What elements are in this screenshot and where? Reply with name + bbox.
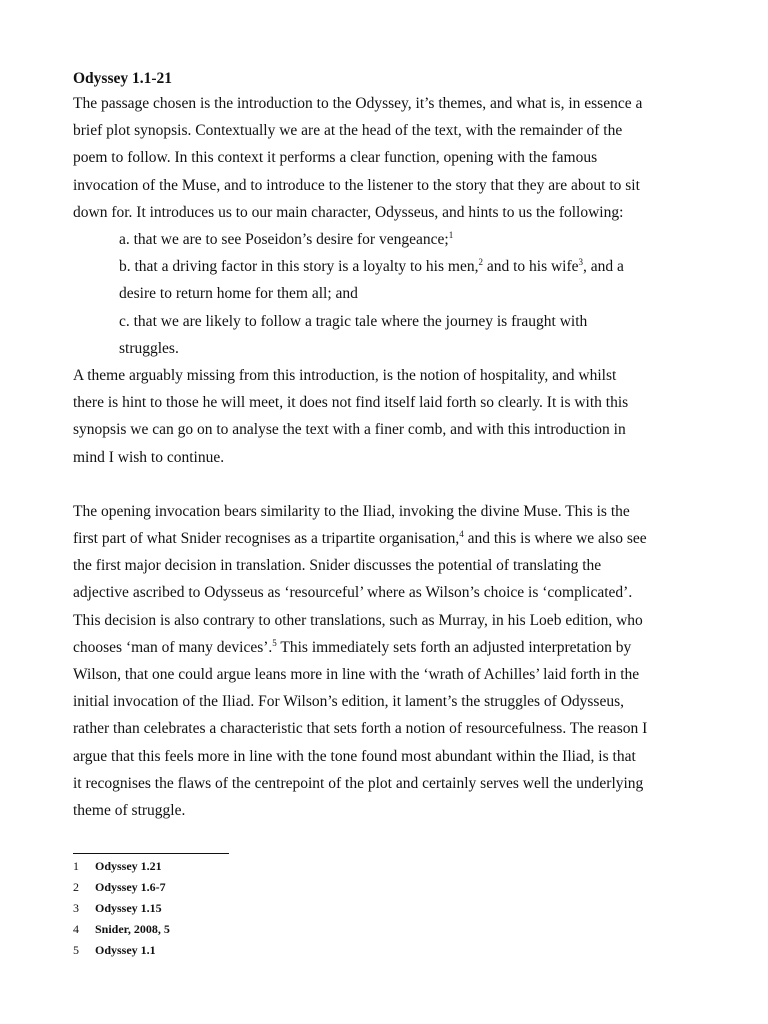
footnote-number: 3 [73,901,79,915]
list-item-c-continued: struggles. [119,339,179,357]
footnote-ref: 3 [578,257,584,268]
paragraph-line: adjective ascribed to Odysseus as ‘resourceful’ where as Wilson’s choice is ‘complicated’. [73,584,633,602]
footnote-item [73,877,473,898]
footnote-ref: 5 [272,637,277,648]
list-item-c: c. that we are likely to follow a tragic tale where the journey is fraught with [119,312,588,330]
list-item-b: b. that a driving factor in this story is a loyalty to his men,$^2$ and to his wife$^3$, and a [119,257,624,276]
paragraph-line: invocation of the Muse, and to introduce to the listener to the story that they are about to sit [73,176,640,194]
paragraph-line: The passage chosen is the introduction to the Odyssey, it’s themes, and what is, in essence a [73,95,643,112]
footnote-item [73,919,473,940]
footnote-separator [73,853,229,854]
paragraph-line: brief plot synopsis. Contextually we are at the head of the text, with the remainder of the [73,122,623,140]
invocation-paragraph [73,498,703,824]
paragraph-line: This decision is also contrary to other translations, such as Murray, in his Loeb edition, who [73,611,643,629]
paragraph-line: the first major decision in translation. Snider discusses the potential of translating the [73,557,602,575]
paragraph-gap [73,471,703,498]
list-item-a: a. that we are to see Poseidon’s desire for vengeance;$^1$ [119,230,454,249]
document-heading: Odyssey 1.1-21 [73,70,173,87]
footnote-text: Odyssey 1.21 [95,859,162,873]
paragraph-line: mind I wish to continue. [73,448,225,466]
paragraph-line: chooses ‘man of many devices’.$^5$ This immediately sets forth an adjusted interpretation by [73,637,632,656]
footnotes [73,856,473,961]
footnote-text: Odyssey 1.6-7 [95,880,166,894]
paragraph-line: argue that this feels more in line with the tone found most abundant within the Iliad, is that [73,747,636,765]
footnote-item [73,898,473,919]
footnote-text: Odyssey 1.1 [95,943,156,957]
paragraph-line: synopsis we can go on to analyse the text with a finer comb, and with this introduction in [73,421,626,439]
paragraph-line: The opening invocation bears similarity to the Iliad, invoking the divine Muse. This is the [73,502,630,520]
paragraph-line: there is hint to those he will meet, it does not find itself laid forth so clearly. It is with this [73,394,629,412]
intro-paragraph [73,90,703,226]
footnote-ref: 2 [478,257,483,268]
paragraph-line: initial invocation of the Iliad. For Wilson’s edition, it lament’s the struggles of Odysseus, [73,693,624,711]
footnote-text: Odyssey 1.15 [95,901,162,915]
paragraph-line: theme of struggle. [73,802,186,820]
footnote-number: 4 [73,922,79,936]
hospitality-paragraph [73,362,703,471]
paragraph-line: first part of what Snider recognises as a tripartite organisation,$^4$ and this is where we also see [73,529,647,548]
footnote-ref: 1 [448,230,454,241]
footnote-number: 5 [73,943,79,957]
document-body [73,68,703,824]
paragraph-line: rather than celebrates a characteristic that sets forth a notion of resourcefulness. The reason I [73,720,648,738]
themes-list [73,226,703,362]
footnote-text: Snider, 2008, 5 [95,922,170,936]
footnote-number: 1 [73,859,79,873]
paragraph-line: Wilson, that one could argue leans more in line with the ‘wrath of Achilles’ laid forth in the [73,666,640,684]
footnote-item [73,856,473,877]
paragraph-line: it recognises the flaws of the centrepoint of the plot and certainly serves well the underlying [73,774,644,792]
paragraph-line: A theme arguably missing from this introduction, is the notion of hospitality, and whilst [73,367,617,385]
list-item-b-continued: desire to return home for them all; and [119,285,358,303]
footnote-ref: 4 [459,529,464,540]
paragraph-line: poem to follow. In this context it performs a clear function, opening with the famous [73,149,598,167]
footnote-number: 2 [73,880,79,894]
paragraph-line: down for. It introduces us to our main character, Odysseus, and hints to us the following: [73,203,624,221]
footnote-item [73,940,473,961]
